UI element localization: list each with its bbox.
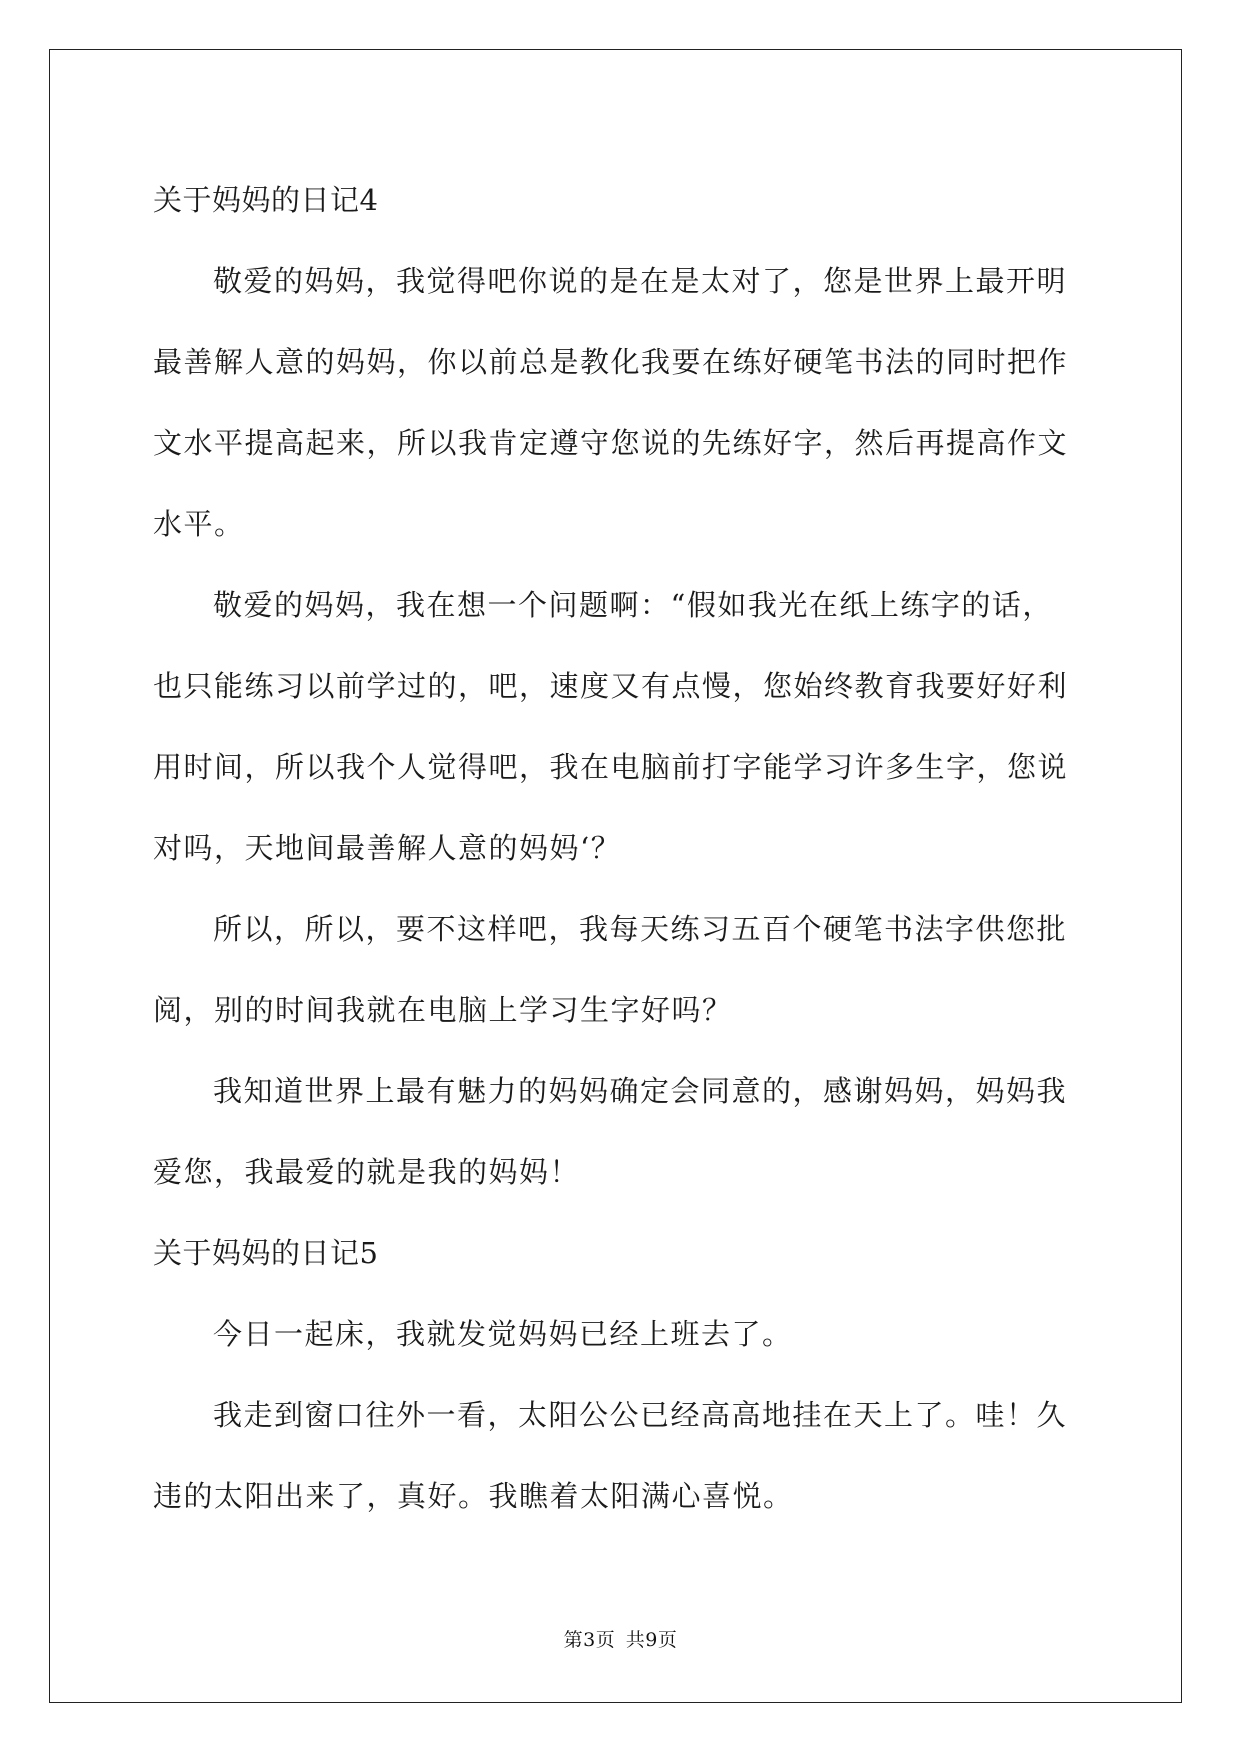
paragraph: [153, 1051, 1093, 1213]
text-line: 文水平提高起来，所以我肯定遵守您说的先练好字，然后再提高作文: [153, 426, 1069, 460]
text-line: 用时间，所以我个人觉得吧，我在电脑前打字能学习许多生字，您说: [153, 750, 1069, 784]
text-line: 水平。: [153, 507, 245, 541]
paragraph: [153, 241, 1093, 565]
text-line: 敬爱的妈妈，我在想一个问题啊：“假如我光在纸上练字的话，: [213, 588, 1053, 622]
paragraph: [153, 1375, 1093, 1537]
text-line: 我知道世界上最有魅力的妈妈确定会同意的，感谢妈妈，妈妈我: [213, 1074, 1068, 1108]
paragraph: [153, 1294, 1093, 1375]
section-heading: 关于妈妈的日记5: [153, 1236, 379, 1270]
text-line: 最善解人意的妈妈，你以前总是教化我要在练好硬笔书法的同时把作: [153, 345, 1069, 379]
text-line: 也只能练习以前学过的，吧，速度又有点慢，您始终教育我要好好利: [153, 669, 1069, 703]
text-line: 敬爱的妈妈，我觉得吧你说的是在是太对了，您是世界上最开明: [213, 264, 1068, 298]
text-line: 爱您，我最爱的就是我的妈妈！: [153, 1155, 581, 1189]
text-line: 所以，所以，要不这样吧，我每天练习五百个硬笔书法字供您批: [213, 912, 1068, 946]
page-footer: [0, 1625, 1241, 1652]
document-body: [153, 160, 1093, 1537]
page-number: 第3页: [563, 1629, 616, 1651]
section-heading: 关于妈妈的日记4: [153, 183, 379, 217]
text-line: 对吗，天地间最善解人意的妈妈‘？: [153, 831, 622, 865]
paragraph: [153, 565, 1093, 889]
paragraph: [153, 889, 1093, 1051]
text-line: 违的太阳出来了，真好。我瞧着太阳满心喜悦。: [153, 1479, 794, 1513]
text-line: 我走到窗口往外一看，太阳公公已经高高地挂在天上了。哇！久: [213, 1398, 1068, 1432]
text-line: 今日一起床，我就发觉妈妈已经上班去了。: [213, 1317, 793, 1351]
page-total: 共9页: [625, 1629, 678, 1651]
text-line: 阅，别的时间我就在电脑上学习生字好吗？: [153, 993, 733, 1027]
